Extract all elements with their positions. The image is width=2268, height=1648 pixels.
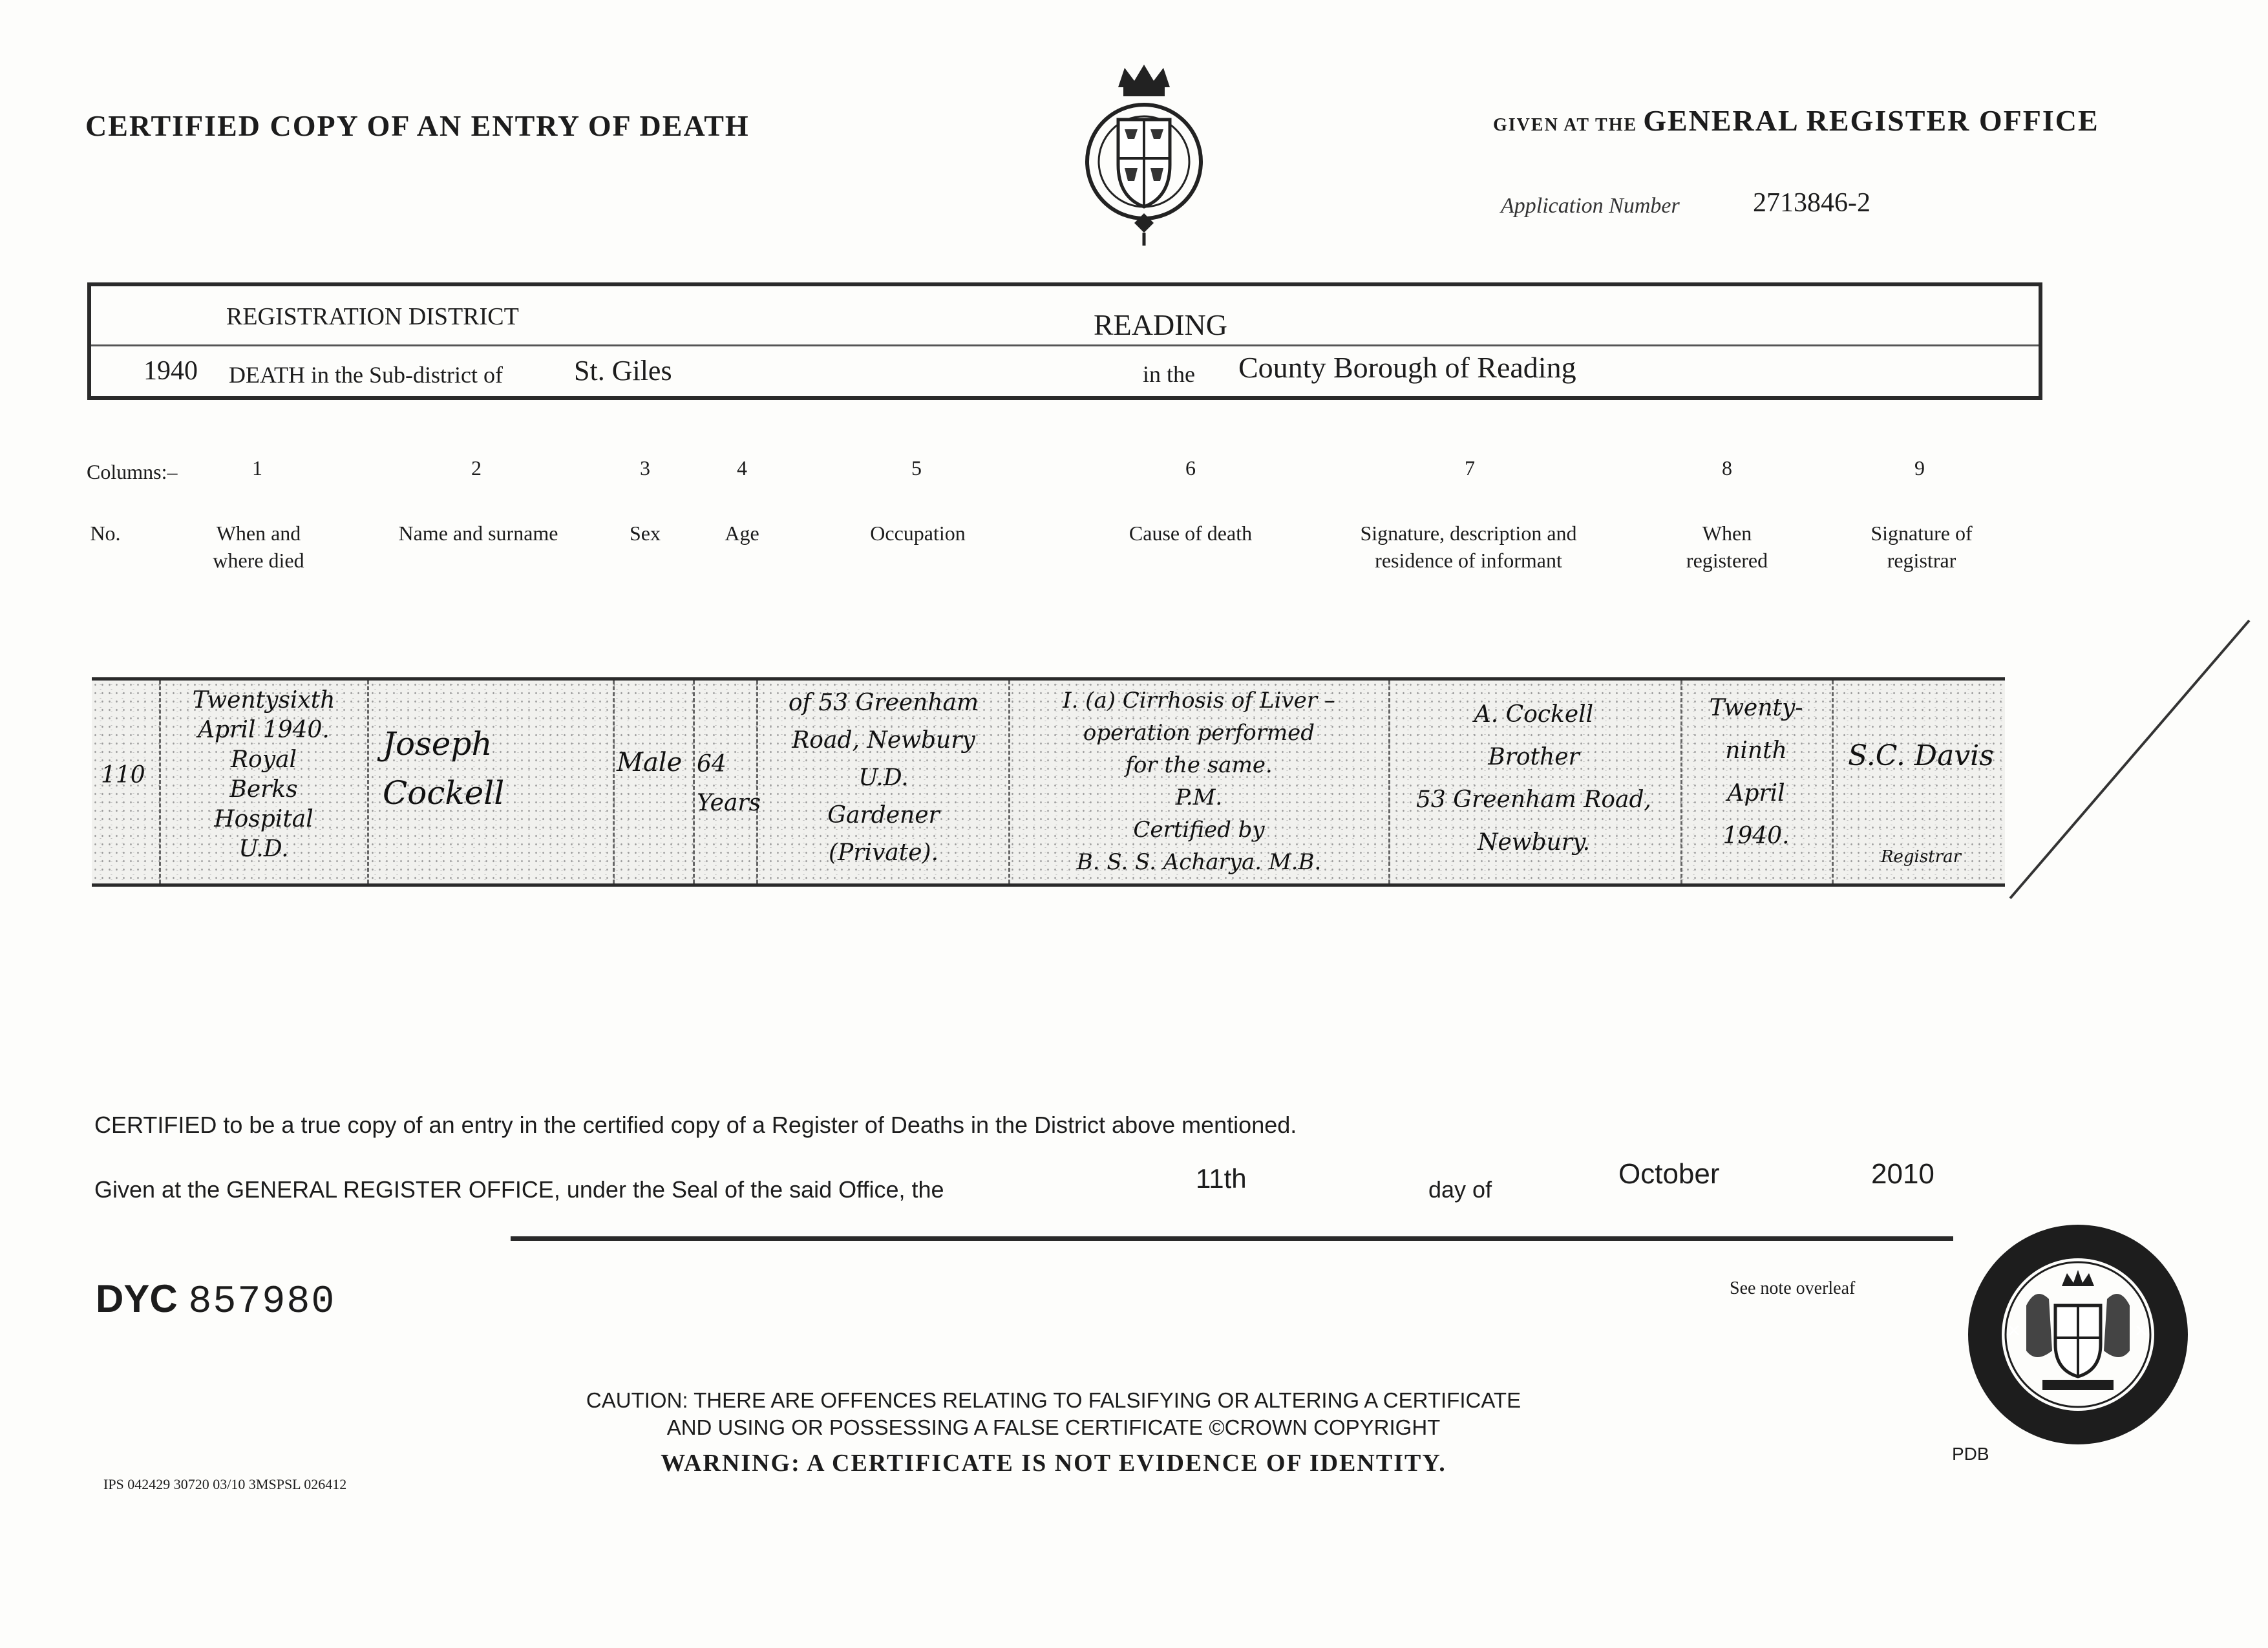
caution-line-2: AND USING OR POSSESSING A FALSE CERTIFICATE ©CROWN COPYRIGHT (666, 1415, 1441, 1439)
registration-year: 1940 (143, 356, 198, 386)
column-header-cause: Cause of death (1129, 522, 1253, 545)
identity-warning: WARNING: A CERTIFICATE IS NOT EVIDENCE OF IDENTITY. (661, 1450, 1447, 1477)
column-header-age: Age (725, 522, 759, 545)
royal-crest-icon (1073, 61, 1215, 249)
column-header-registrar: Signature of registrar (1871, 522, 1973, 572)
entry-cause-of-death: I. (a) Cirrhosis of Liver – operation performed for the same. P.M. Certified by B. S. S. Acharya. M.B. (1063, 688, 1335, 875)
column-divider (1680, 681, 1682, 883)
issuing-office-heading (1493, 103, 2099, 138)
column-number-9: 9 (1914, 456, 1925, 480)
column-number-7: 7 (1465, 456, 1475, 480)
column-header-sex: Sex (630, 522, 661, 545)
signature-rule (511, 1236, 1953, 1241)
caution-line-1: CAUTION: THERE ARE OFFENCES RELATING TO FALSIFYING OR ALTERING A CERTIFICATE (586, 1388, 1521, 1412)
column-divider (1008, 681, 1010, 883)
entry-number: 110 (101, 762, 145, 788)
subdistrict-value: St. Giles (574, 355, 672, 386)
column-number-5: 5 (911, 456, 922, 480)
issue-month: October (1618, 1158, 1720, 1190)
column-number-3: 3 (640, 456, 650, 480)
column-divider (367, 681, 369, 883)
svg-text:✕: ✕ (2007, 1322, 2021, 1341)
entry-registrar-signature: S.C. Davis (1848, 739, 1994, 772)
column-header-informant: Signature, description and residence of informant (1360, 522, 1577, 572)
day-of-label: day of (1428, 1176, 1492, 1203)
registration-district-value: READING (1094, 308, 1227, 341)
column-number-6: 6 (1185, 456, 1196, 480)
general-register-office-seal-icon (1965, 1221, 2191, 1448)
registration-box-divider (91, 344, 2039, 346)
column-header-no: No. (90, 522, 121, 545)
column-divider (693, 681, 695, 883)
entry-when-registered: Twenty- ninth April 1940. (1709, 695, 1803, 849)
issue-day: 11th (1196, 1163, 1247, 1194)
column-header-name: Name and surname (398, 522, 558, 545)
certificate-title: CERTIFIED COPY OF AN ENTRY OF DEATH (85, 109, 750, 142)
pdb-mark: PDB (1952, 1444, 1989, 1464)
certification-statement: CERTIFIED to be a true copy of an entry in the certified copy of a Register of Deaths in the District above mentioned. (94, 1112, 1297, 1138)
entry-when-where: Twentysixth April 1940. Royal Berks Hospital U.D. (192, 687, 335, 862)
column-header-occupation: Occupation (870, 522, 966, 545)
column-header-when-where: When and where died (213, 522, 304, 572)
issue-year: 2010 (1871, 1158, 1934, 1190)
column-divider (1832, 681, 1834, 883)
serial-prefix: DYC (96, 1277, 178, 1320)
print-code: IPS 042429 30720 03/10 3MSPSL 026412 (103, 1476, 347, 1492)
entry-occupation: of 53 Greenham Road, Newbury U.D. Gardener (Private). (788, 690, 979, 866)
death-entry-row (92, 677, 2005, 887)
svg-text:✕: ✕ (2134, 1322, 2148, 1341)
closing-diagonal-line (1991, 614, 2262, 905)
column-divider (613, 681, 615, 883)
county-value: County Borough of Reading (1238, 351, 1576, 384)
column-number-8: 8 (1722, 456, 1732, 480)
entry-name: Joseph Cockell (383, 725, 505, 812)
registration-district-label: REGISTRATION DISTRICT (226, 303, 519, 330)
caution-notice (440, 1387, 1668, 1441)
county-label: in the (1143, 361, 1195, 387)
application-number-value: 2713846-2 (1753, 188, 1871, 218)
column-number-2: 2 (471, 456, 482, 480)
column-number-4: 4 (737, 456, 747, 480)
column-divider (1388, 681, 1390, 883)
given-at-statement: Given at the GENERAL REGISTER OFFICE, under the Seal of the said Office, the (94, 1176, 944, 1203)
entry-age: 64 Years (697, 751, 761, 816)
column-header-when-registered: When registered (1686, 522, 1768, 572)
subdistrict-label: DEATH in the Sub-district of (229, 362, 503, 388)
see-note-overleaf: See note overleaf (1730, 1278, 1856, 1298)
entry-informant: A. Cockell Brother 53 Greenham Road, Newbury. (1416, 701, 1651, 856)
serial-number: 857980 (188, 1280, 336, 1324)
given-at-prefix: GIVEN AT THE (1493, 115, 1638, 135)
certificate-serial (96, 1276, 335, 1324)
application-number-label: Application Number (1501, 194, 1680, 218)
entry-sex: Male (617, 748, 683, 777)
issuing-office-name: GENERAL REGISTER OFFICE (1643, 104, 2099, 137)
entry-registrar-title: Registrar (1880, 847, 1962, 867)
column-divider (159, 681, 161, 883)
column-number-1: 1 (252, 456, 262, 480)
columns-label: Columns:– (87, 460, 178, 483)
